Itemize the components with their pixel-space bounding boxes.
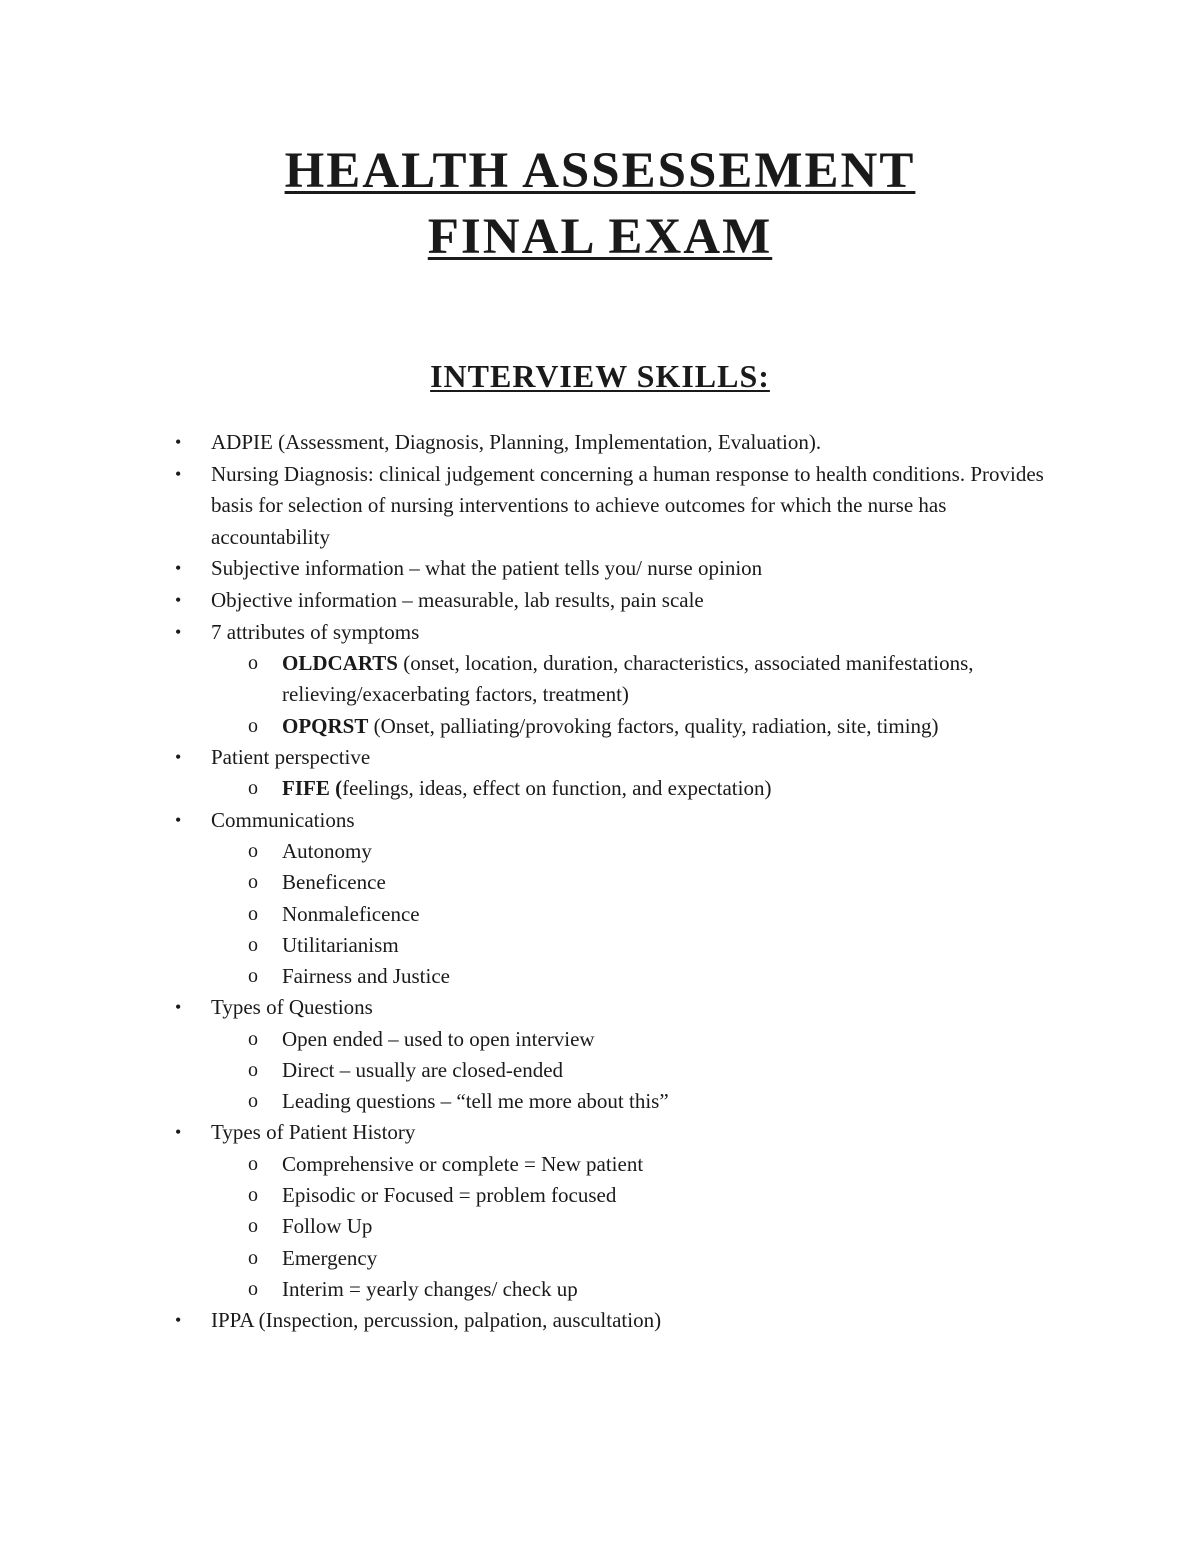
sub-list-item: [211, 1055, 1070, 1086]
sub-item-term: FIFE (: [282, 776, 343, 801]
list-item: [0, 1117, 1200, 1305]
list-item-text: IPPA (Inspection, percussion, palpation, auscultation): [211, 1307, 662, 1332]
circle-bullet-icon: o: [248, 652, 258, 675]
circle-bullet-icon: o: [248, 1277, 258, 1300]
document-title-line-1: HEALTH ASSESSEMENT: [284, 143, 916, 199]
list-item-text: ADPIE (Assessment, Diagnosis, Planning, Implementation, Evaluation).: [211, 430, 822, 454]
sub-list-item: [211, 961, 1070, 992]
list-item: [0, 742, 1200, 805]
sub-item-text: Leading questions – “tell me more about this”: [282, 1089, 669, 1114]
document-title-line-2: FINAL EXAM: [427, 209, 773, 265]
sub-item-text: Beneficence: [282, 870, 386, 895]
circle-bullet-icon: o: [248, 1215, 258, 1238]
sub-list-item: [211, 1149, 1070, 1180]
circle-bullet-icon: o: [248, 964, 258, 987]
list-item: [0, 553, 1200, 585]
list-item: [0, 585, 1200, 617]
sub-item-text: Interim = yearly changes/ check up: [282, 1276, 578, 1301]
section-heading: INTERVIEW SKILLS:: [430, 358, 770, 394]
bullet-icon: •: [175, 463, 182, 484]
bullet-icon: •: [175, 558, 182, 579]
sub-list-item: [211, 1211, 1070, 1242]
sub-list-item: [211, 1180, 1070, 1211]
sub-list-item: [211, 1274, 1070, 1305]
sub-list-item: [211, 867, 1070, 898]
list-item-text: Communications: [211, 807, 355, 832]
sub-item-text: Nonmaleficence: [282, 901, 420, 926]
sub-list-item: [211, 930, 1070, 961]
sub-item-text: feelings, ideas, effect on function, and expectation): [342, 776, 772, 801]
sub-item-text: Open ended – used to open interview: [282, 1026, 595, 1051]
sub-list-item: [211, 711, 1070, 742]
list-item-text: Subjective information – what the patient tells you/ nurse opinion: [211, 556, 763, 581]
sub-item-text: Autonomy: [282, 839, 372, 864]
list-item-text: Types of Patient History: [211, 1120, 416, 1145]
sub-list-item: [211, 648, 1070, 710]
list-item: [0, 617, 1200, 742]
sub-item-text: Utilitarianism: [282, 932, 399, 957]
sub-item-text: Direct – usually are closed-ended: [282, 1057, 564, 1082]
bullet-icon: •: [175, 1309, 182, 1330]
list-item-text: Patient perspective: [211, 744, 371, 769]
circle-bullet-icon: o: [248, 840, 258, 863]
sub-list-item: [211, 1243, 1070, 1274]
sub-item-text: Comprehensive or complete = New patient: [282, 1151, 644, 1176]
list-item: [0, 1305, 1200, 1337]
sub-list-item: [211, 773, 1070, 804]
circle-bullet-icon: o: [248, 933, 258, 956]
sub-item-text: (onset, location, duration, characteristics, associated manifestations, relieving/exacerbating factors, treatment): [282, 651, 974, 707]
list-item-text: Nursing Diagnosis: clinical judgement concerning a human response to health conditions. Provides basis for selection of nursing interventions to achieve outcomes for which the nurse has accountability: [211, 461, 1044, 549]
sub-list: [211, 1149, 1070, 1305]
sub-item-text: Emergency: [282, 1245, 378, 1270]
sub-list: [211, 1024, 1070, 1118]
sub-item-text: Episodic or Focused = problem focused: [282, 1183, 617, 1208]
bullet-icon: •: [175, 589, 182, 610]
sub-item-text: (Onset, palliating/provoking factors, quality, radiation, site, timing): [368, 713, 939, 738]
bullet-icon: •: [175, 1122, 182, 1143]
circle-bullet-icon: o: [248, 1152, 258, 1175]
sub-list: [211, 648, 1070, 742]
sub-item-text: Fairness and Justice: [282, 963, 450, 988]
sub-item-term: OPQRST: [282, 713, 369, 738]
circle-bullet-icon: o: [248, 1090, 258, 1113]
notes-list-container: [0, 427, 1200, 1337]
bullet-icon: •: [175, 997, 182, 1018]
circle-bullet-icon: o: [248, 902, 258, 925]
circle-bullet-icon: o: [248, 777, 258, 800]
bullet-icon: •: [175, 809, 182, 830]
bullet-icon: •: [175, 621, 182, 642]
list-item: [0, 427, 1200, 459]
sub-list-item: [211, 1086, 1070, 1117]
list-item-text: 7 attributes of symptoms: [211, 619, 420, 644]
sub-list-item: [211, 1024, 1070, 1055]
notes-list: [0, 427, 1200, 1337]
list-item-text: Objective information – measurable, lab results, pain scale: [211, 587, 704, 612]
circle-bullet-icon: o: [248, 871, 258, 894]
circle-bullet-icon: o: [248, 1058, 258, 1081]
sub-list: [211, 836, 1070, 992]
list-item: [0, 805, 1200, 993]
circle-bullet-icon: o: [248, 1184, 258, 1207]
circle-bullet-icon: o: [248, 1246, 258, 1269]
list-item: [0, 459, 1200, 554]
list-item-text: Types of Questions: [211, 995, 373, 1020]
sub-list-item: [211, 899, 1070, 930]
circle-bullet-icon: o: [248, 714, 258, 737]
sub-list-item: [211, 836, 1070, 867]
bullet-icon: •: [175, 432, 182, 452]
list-item: [0, 992, 1200, 1117]
bullet-icon: •: [175, 746, 182, 767]
sub-list: [211, 773, 1070, 804]
sub-item-term: OLDCARTS: [282, 651, 398, 676]
sub-item-text: Follow Up: [282, 1214, 373, 1239]
circle-bullet-icon: o: [248, 1027, 258, 1050]
